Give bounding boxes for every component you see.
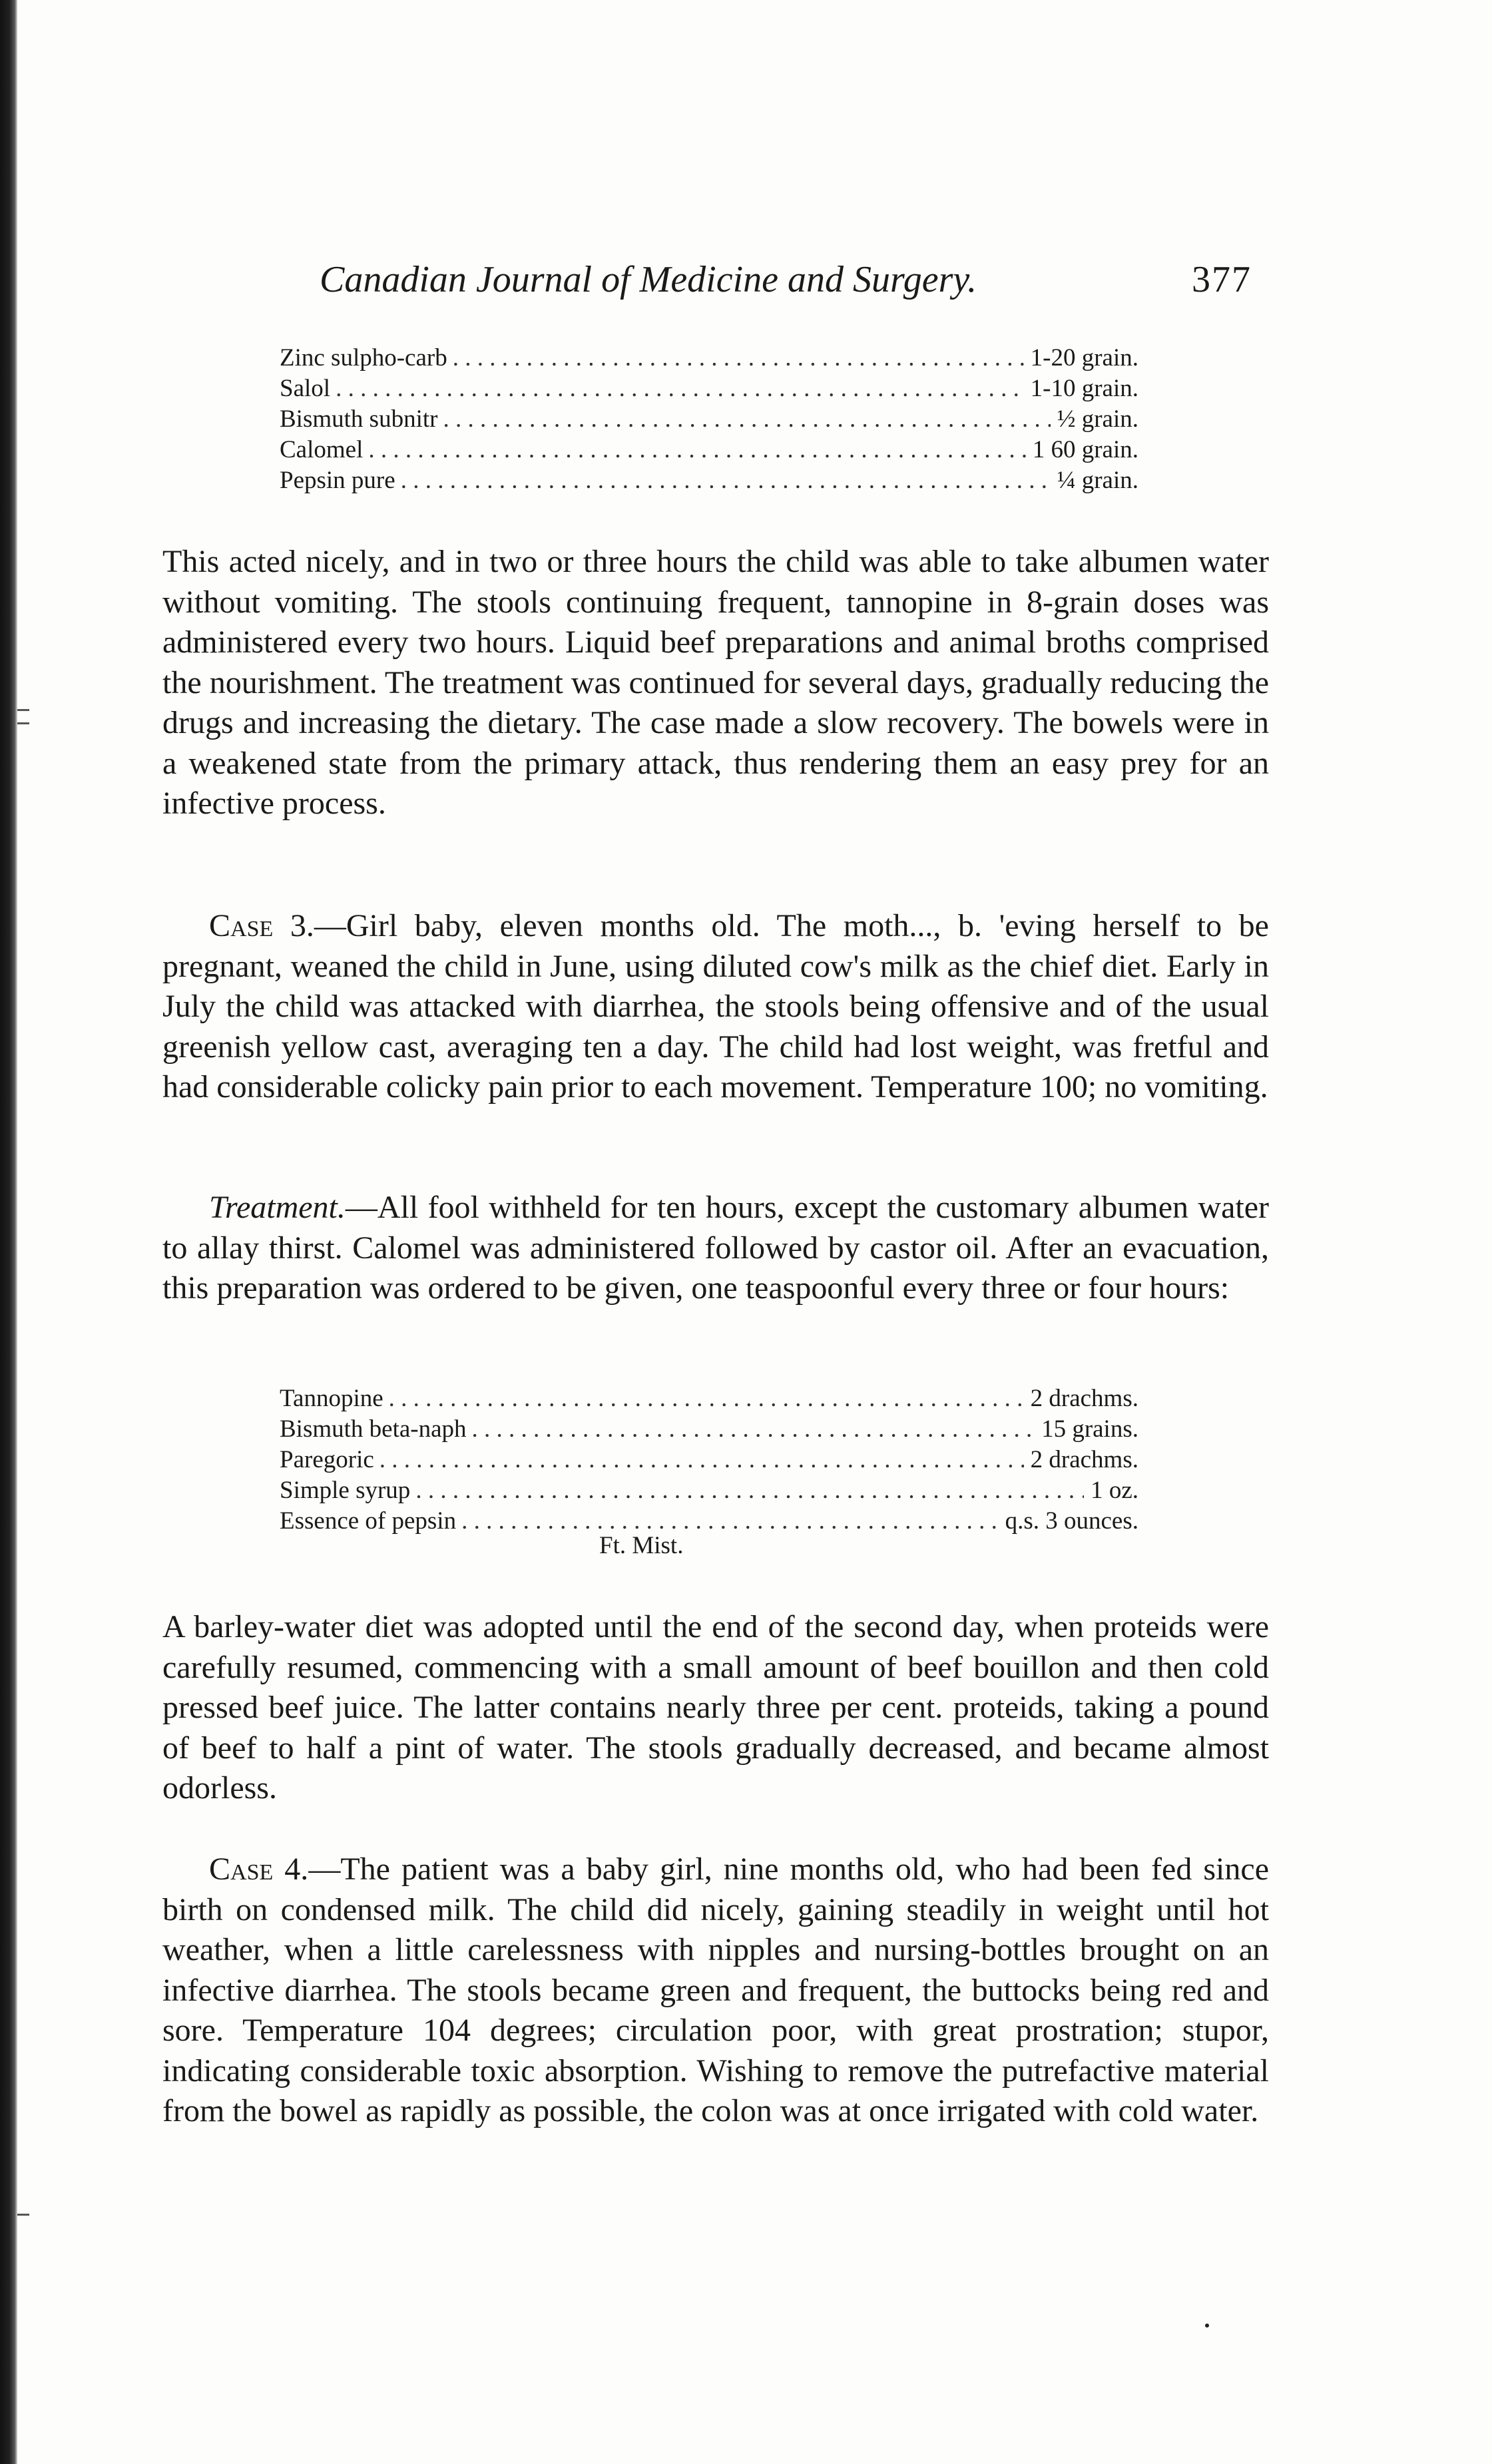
dot-leader	[379, 1445, 1024, 1475]
dot-leader	[472, 1414, 1035, 1445]
ingredient-name: Simple syrup	[280, 1477, 411, 1504]
prescription-row	[280, 404, 1138, 435]
dot-leader	[453, 343, 1024, 373]
ingredient-quantity: 2 drachms.	[1030, 1385, 1138, 1412]
dot-leader	[401, 465, 1051, 496]
prescription-row	[280, 1383, 1138, 1414]
prescription-footer: Ft. Mist.	[599, 1532, 684, 1559]
paragraph-treatment	[162, 1188, 1269, 1309]
dot-leader	[368, 435, 1025, 465]
dot-leader	[336, 373, 1024, 404]
ingredient-quantity: 15 grains.	[1041, 1415, 1138, 1443]
page-number: 377	[1192, 259, 1252, 300]
ingredient-name: Salol	[280, 375, 331, 402]
prescription-row	[280, 1475, 1138, 1506]
stray-mark	[1205, 2324, 1209, 2328]
ingredient-quantity: 1 oz.	[1091, 1477, 1138, 1504]
prescription-row	[280, 343, 1138, 373]
dot-leader	[389, 1383, 1024, 1414]
paragraph-case-3	[162, 906, 1269, 1108]
binding-edge	[0, 0, 17, 2464]
prescription-row	[280, 1506, 1138, 1537]
prescription-table-2	[280, 1383, 1138, 1537]
prescription-row	[280, 435, 1138, 465]
case-label: Case 4.	[209, 1851, 309, 1887]
binding-mark	[17, 722, 29, 724]
ingredient-name: Bismuth beta-naph	[280, 1415, 467, 1443]
ingredient-name: Essence of pepsin	[280, 1507, 457, 1535]
ingredient-quantity: 1-20 grain.	[1030, 344, 1138, 371]
journal-title: Canadian Journal of Medicine and Surgery.	[320, 259, 977, 300]
ingredient-name: Calomel	[280, 436, 364, 463]
paragraph-text: —Girl baby, eleven months old. The moth..., b. 'eving herself to be pregnant, weaned the child in June, using diluted cow's milk as the chief diet. Early in July the child was attacked with diarrhea, the stools being offensive and of the usual greenish yellow cast, averaging ten a day. The child had lost weight, was fretful and had considerable colicky pain prior to each movement. Temperature 100; no vomiting.	[162, 908, 1269, 1105]
binding-mark	[17, 709, 29, 711]
running-header	[293, 258, 1252, 305]
ingredient-quantity: 2 drachms.	[1030, 1446, 1138, 1473]
ingredient-quantity: 1-10 grain.	[1030, 375, 1138, 402]
treatment-label: Treatment.	[209, 1190, 346, 1225]
case-label: Case 3.	[209, 908, 314, 943]
ingredient-quantity: 1 60 grain.	[1032, 436, 1138, 463]
ingredient-name: Paregoric	[280, 1446, 374, 1473]
paragraph: This acted nicely, and in two or three hours the child was able to take albumen water without vomiting. The stools continuing frequent, tannopine in 8-grain doses was administered every two hours. Liquid beef preparations and animal broths comprised the nourishment. The treatment was continued for several days, gradually reducing the drugs and increasing the dietary. The case made a slow recovery. The bowels were in a weakened state from the primary attack, thus rendering them an easy prey for an infective process.	[162, 544, 1269, 821]
ingredient-quantity: ½ grain.	[1057, 405, 1138, 433]
ingredient-name: Zinc sulpho-carb	[280, 344, 447, 371]
paragraph: A barley-water diet was adopted until the end of the second day, when proteids were carefully resumed, commencing with a small amount of beef bouillon and then cold pressed beef juice. The latter contains nearly three per cent. proteids, taking a pound of beef to half a pint of water. The stools gradually decreased, and became almost odorless.	[162, 1609, 1269, 1806]
dot-leader	[443, 404, 1050, 435]
prescription-row	[280, 465, 1138, 496]
prescription-row	[280, 373, 1138, 404]
ingredient-quantity: q.s. 3 ounces.	[1005, 1507, 1138, 1535]
prescription-table-1	[280, 343, 1138, 496]
dot-leader	[415, 1475, 1084, 1506]
paragraph-case-4	[162, 1849, 1269, 2132]
paragraph-text: —All fool withheld for ten hours, except the customary albumen water to allay thirst. Calomel was administered followed by castor oil. After an evacuation, this preparation was ordered to be given, one teaspoonful every three or four hours:	[162, 1190, 1269, 1306]
ingredient-name: Bismuth subnitr	[280, 405, 438, 433]
prescription-row	[280, 1445, 1138, 1475]
binding-mark	[17, 2214, 29, 2216]
prescription-row	[280, 1414, 1138, 1445]
ingredient-name: Pepsin pure	[280, 467, 395, 494]
dot-leader	[461, 1506, 999, 1537]
ingredient-name: Tannopine	[280, 1385, 383, 1412]
ingredient-quantity: ¼ grain.	[1057, 467, 1138, 494]
paragraph-text: —The patient was a baby girl, nine months old, who had been fed since birth on condensed milk. The child did nicely, gaining steadily in weight until hot weather, when a little carelessness with nipples and nursing-bottles brought on an infective diarrhea. The stools became green and frequent, the buttocks being red and sore. Temperature 104 degrees; circulation poor, with great prostration; stupor, indicating considerable toxic absorption. Wishing to remove the putrefactive material from the bowel as rapidly as possible, the colon was at once irrigated with cold water.	[162, 1851, 1269, 2128]
